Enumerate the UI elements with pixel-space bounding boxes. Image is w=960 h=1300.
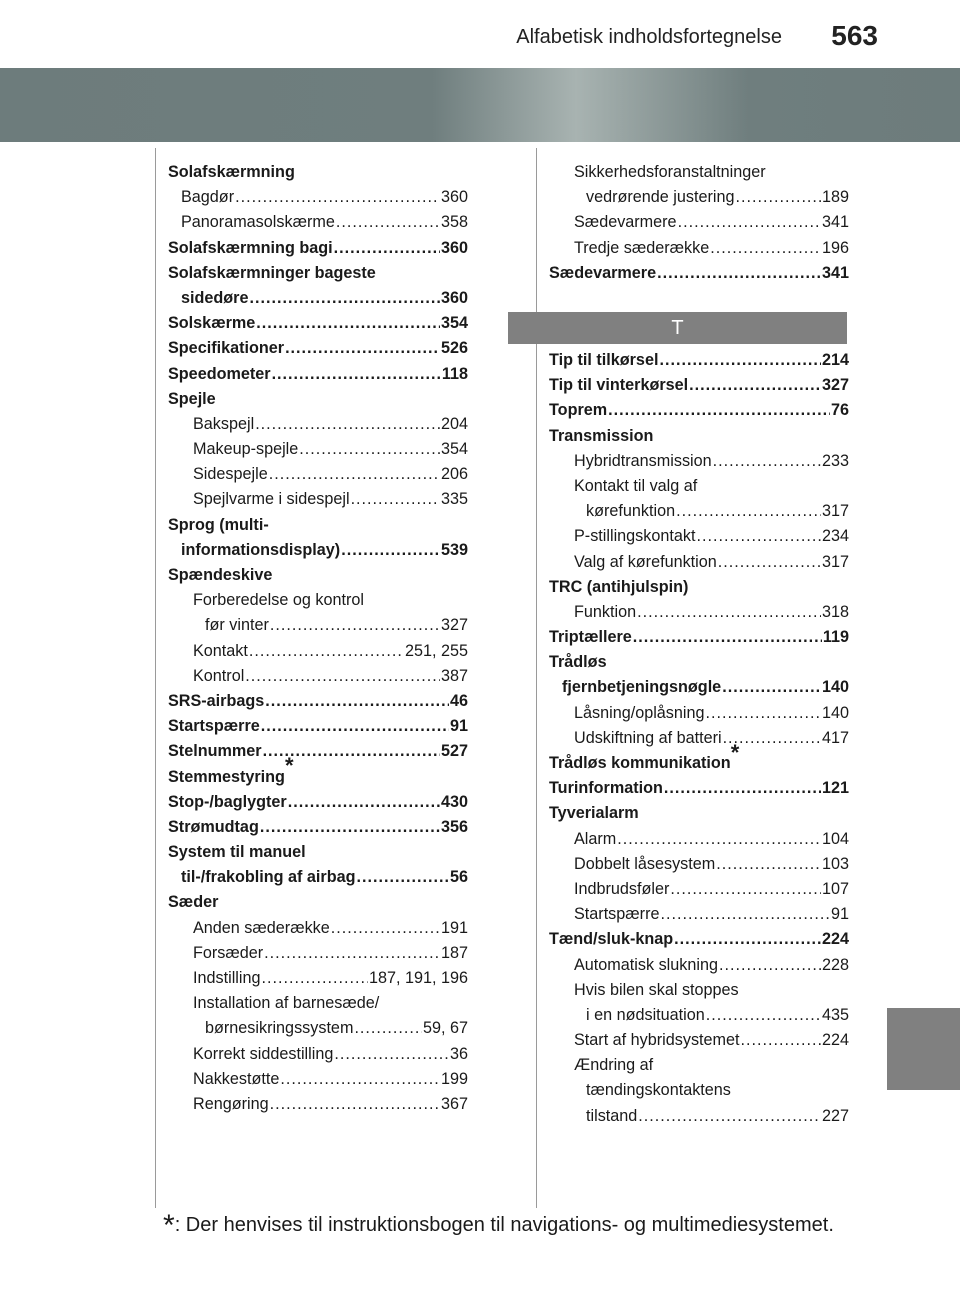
entry-text: vedrørende justering	[586, 188, 735, 207]
header-banner	[0, 68, 960, 142]
index-side-tab	[887, 1008, 960, 1090]
entry-page: 189	[821, 188, 849, 207]
dot-leader	[638, 1104, 821, 1129]
entry-text: Spejlvarme i sidespejl	[193, 490, 350, 509]
index-entry	[168, 236, 468, 261]
dot-leader	[706, 701, 821, 726]
index-entry	[549, 261, 849, 286]
index-entry	[168, 739, 468, 764]
entry-text: Indbrudsføler	[574, 879, 670, 898]
dot-leader	[716, 852, 821, 877]
dot-leader	[351, 487, 440, 512]
dot-leader	[659, 348, 821, 373]
index-entry	[168, 815, 468, 840]
entry-text: Automatisk slukning	[574, 955, 718, 974]
entry-text: Tip til vinterkørsel	[549, 376, 689, 395]
index-entry	[168, 1042, 468, 1067]
dot-leader	[235, 185, 440, 210]
index-entry	[168, 538, 468, 563]
entry-page: 187, 191, 196	[368, 969, 468, 987]
dot-leader	[689, 373, 821, 398]
index-entry	[549, 1104, 849, 1129]
index-entry	[549, 701, 849, 726]
entry-page: 204	[440, 414, 468, 433]
entry-page: 317	[821, 502, 849, 521]
entry-text: Forberedelse og kontrol	[193, 591, 364, 610]
entry-text: Ændring af	[574, 1056, 654, 1075]
dot-leader	[336, 210, 440, 235]
index-entry	[549, 852, 849, 877]
entry-page: 118	[441, 364, 468, 383]
footnote-marker: *	[730, 739, 740, 765]
dot-leader	[664, 776, 821, 801]
entry-text: Korrekt siddestilling	[193, 1044, 334, 1063]
entry-page: 196	[821, 238, 849, 257]
dot-leader	[270, 1092, 440, 1117]
index-entry	[168, 160, 468, 185]
entry-page: 317	[821, 552, 849, 571]
dot-leader	[741, 1028, 821, 1053]
dot-leader	[719, 953, 821, 978]
entry-text: i en nødsituation	[586, 1005, 705, 1024]
entry-text: Makeup-spejle	[193, 440, 299, 459]
entry-text: Hvis bilen skal stoppes	[574, 980, 739, 999]
index-entry	[168, 790, 468, 815]
dot-leader	[735, 185, 821, 210]
entry-page: 387	[440, 666, 468, 685]
dot-leader	[637, 600, 821, 625]
entry-page: 527	[440, 742, 468, 761]
entry-page: 341	[821, 213, 849, 232]
entry-text: Tredje sæderække	[574, 238, 710, 257]
index-entry	[168, 513, 468, 538]
entry-text: Trådløs kommunikation	[549, 754, 731, 772]
entry-text: System til manuel	[168, 843, 306, 862]
entry-page: 119	[822, 628, 849, 647]
entry-page: 417	[821, 728, 849, 747]
dot-leader	[660, 902, 830, 927]
entry-text: Solafskærmninger bageste	[168, 263, 376, 282]
entry-text: Sidespejle	[193, 465, 268, 484]
entry-text: Spændeskive	[168, 566, 273, 584]
index-entry	[168, 311, 468, 336]
index-entry	[549, 210, 849, 235]
entry-text: Panoramasolskærme	[181, 213, 335, 232]
entry-text: Startspærre	[168, 717, 260, 736]
entry-page: 56	[449, 868, 468, 887]
dot-leader	[260, 815, 440, 840]
entry-text: Tænd/sluk-knap	[549, 930, 674, 949]
index-entry	[168, 916, 468, 941]
entry-page: 91	[830, 905, 849, 924]
entry-text: Startspærre	[574, 905, 660, 924]
dot-leader	[269, 462, 440, 487]
entry-page: 360	[440, 288, 468, 307]
entry-text: Transmission	[549, 426, 654, 445]
section-letter-bar: T	[508, 312, 847, 344]
index-entry	[549, 1028, 849, 1053]
index-entry	[168, 613, 468, 638]
index-entry	[549, 1078, 849, 1103]
index-entry	[549, 827, 849, 852]
entry-page: 107	[821, 879, 849, 898]
index-entry	[168, 714, 468, 739]
dot-leader	[288, 790, 440, 815]
index-entry	[168, 462, 468, 487]
entry-text: Sikkerhedsforanstaltninger	[574, 163, 766, 181]
entry-text: Turinformation	[549, 779, 663, 798]
entry-text: Nakkestøtte	[193, 1069, 280, 1088]
entry-text: tændingskontaktens	[586, 1081, 731, 1100]
entry-text: Stemmestyring	[168, 767, 285, 786]
entry-text: TRC (antihjulspin)	[549, 577, 689, 596]
index-entry	[549, 600, 849, 625]
entry-text: Kontakt	[193, 641, 248, 660]
index-column-right-top	[549, 160, 849, 286]
entry-page: 224	[821, 1031, 849, 1050]
dot-leader	[608, 398, 830, 423]
dot-leader	[299, 437, 440, 462]
entry-page: 91	[449, 717, 468, 736]
entry-text: til-/frakobling af airbag	[181, 868, 356, 887]
entry-text: børnesikringssystem	[205, 1019, 354, 1038]
entry-page: 327	[440, 616, 468, 635]
entry-page: 430	[440, 792, 468, 811]
dot-leader	[722, 675, 821, 700]
entry-text: Start af hybridsystemet	[574, 1031, 740, 1050]
index-entry	[168, 437, 468, 462]
entry-text: før vinter	[205, 616, 269, 635]
index-entry	[168, 412, 468, 437]
index-entry	[168, 1016, 468, 1041]
entry-text: Toprem	[549, 401, 608, 420]
entry-text: Låsning/oplåsning	[574, 703, 705, 722]
index-entry	[549, 185, 849, 210]
entry-page: 354	[440, 440, 468, 459]
index-entry	[549, 1003, 849, 1028]
index-entry	[549, 550, 849, 575]
entry-text: Solafskærmning	[168, 163, 295, 181]
entry-page: 526	[440, 339, 468, 358]
index-entry	[549, 877, 849, 902]
dot-leader	[718, 550, 821, 575]
footnote-marker: *	[284, 753, 294, 779]
entry-text: Anden sæderække	[193, 918, 330, 937]
index-entry	[168, 185, 468, 210]
entry-page: 104	[821, 829, 849, 848]
dot-leader	[262, 966, 368, 991]
header-title: Alfabetisk indholdsfortegnelse	[516, 26, 782, 48]
entry-page: 360	[440, 188, 468, 207]
dot-leader	[334, 1042, 449, 1067]
entry-text: Dobbelt låsesystem	[574, 854, 716, 873]
footnote-star: *	[163, 1209, 175, 1242]
index-entry	[168, 1067, 468, 1092]
index-entry	[549, 1053, 849, 1078]
index-entry	[549, 927, 849, 952]
entry-page: 318	[821, 602, 849, 621]
entry-page: 539	[440, 540, 468, 559]
dot-leader	[272, 362, 441, 387]
entry-text: Sprog (multi-	[168, 515, 269, 534]
dot-leader	[713, 449, 821, 474]
entry-page: 341	[821, 263, 849, 282]
index-entry	[549, 160, 849, 185]
entry-text: Triptællere	[549, 628, 632, 647]
entry-text: Kontrol	[193, 666, 245, 685]
column-divider-middle	[536, 148, 537, 1208]
index-entry	[549, 801, 849, 826]
index-entry	[549, 499, 849, 524]
index-entry	[549, 978, 849, 1003]
index-entry	[549, 953, 849, 978]
index-entry	[168, 689, 468, 714]
index-entry	[168, 840, 468, 865]
entry-page: 233	[821, 451, 849, 470]
dot-leader	[280, 1067, 440, 1092]
index-entry	[168, 1092, 468, 1117]
index-entry	[549, 726, 849, 751]
entry-text: Specifikationer	[168, 339, 285, 358]
index-entry	[168, 639, 468, 664]
index-column-left	[168, 160, 468, 1117]
footnote	[163, 1205, 834, 1242]
entry-page: 227	[821, 1106, 849, 1125]
footnote-text: : Der henvises til instruktionsbogen til navigations- og multimediesystemet.	[174, 1214, 834, 1236]
dot-leader	[657, 261, 821, 286]
entry-page: 234	[821, 527, 849, 546]
entry-page: 228	[821, 955, 849, 974]
entry-text: kørefunktion	[586, 502, 676, 521]
entry-text: Hybridtransmission	[574, 451, 712, 470]
dot-leader	[356, 865, 449, 890]
dot-leader	[633, 625, 822, 650]
entry-text: tilstand	[586, 1106, 638, 1125]
entry-text: Installation af barnesæde/	[193, 994, 380, 1013]
entry-page: 335	[440, 490, 468, 509]
entry-page: 59, 67	[422, 1019, 468, 1038]
entry-text: Speedometer	[168, 364, 271, 383]
entry-page: 354	[440, 314, 468, 333]
entry-page: 191	[440, 918, 468, 937]
index-entry	[168, 941, 468, 966]
entry-text: Stop-/baglygter	[168, 792, 287, 811]
entry-page: 356	[440, 817, 468, 836]
dot-leader	[265, 689, 449, 714]
entry-text: Kontakt til valg af	[574, 476, 698, 495]
index-entry	[549, 902, 849, 927]
index-entry	[549, 675, 849, 700]
entry-text: Bagdør	[181, 188, 235, 207]
dot-leader	[256, 311, 440, 336]
index-entry	[168, 865, 468, 890]
entry-text: Udskiftning af batteri	[574, 728, 722, 747]
dot-leader	[255, 412, 440, 437]
index-entry	[549, 474, 849, 499]
dot-leader	[676, 499, 821, 524]
index-entry	[168, 664, 468, 689]
entry-text: Indstilling	[193, 969, 261, 987]
entry-text: Alarm	[574, 829, 617, 848]
entry-page: 76	[830, 401, 849, 420]
index-entry	[168, 487, 468, 512]
entry-text: Solafskærmning bagi	[168, 238, 333, 257]
dot-leader	[354, 1016, 422, 1041]
index-entry	[168, 991, 468, 1016]
entry-text: Sæder	[168, 893, 219, 912]
index-column-right-bottom	[549, 348, 849, 1129]
page-number: 563	[831, 20, 878, 51]
dot-leader	[674, 927, 821, 952]
index-entry	[168, 890, 468, 915]
index-entry	[168, 261, 468, 286]
entry-text: Valg af kørefunktion	[574, 552, 717, 571]
entry-text: Spejle	[168, 389, 216, 408]
entry-text: Strømudtag	[168, 817, 259, 836]
entry-text: fjernbetjeningsnøgle	[562, 678, 722, 697]
index-entry	[168, 966, 468, 991]
index-entry	[549, 575, 849, 600]
entry-text: Stelnummer	[168, 742, 262, 761]
dot-leader	[264, 941, 440, 966]
index-entry	[168, 588, 468, 613]
entry-page: 140	[821, 678, 849, 697]
dot-leader	[670, 877, 821, 902]
entry-text: Trådløs	[549, 653, 607, 672]
index-entry	[549, 449, 849, 474]
dot-leader	[710, 236, 821, 261]
index-entry	[549, 739, 849, 776]
entry-text: Funktion	[574, 602, 637, 621]
dot-leader	[249, 286, 440, 311]
index-entry	[168, 362, 468, 387]
dot-leader	[678, 210, 821, 235]
entry-text: sidedøre	[181, 288, 249, 307]
dot-leader	[696, 524, 821, 549]
index-entry	[168, 387, 468, 412]
dot-leader	[249, 639, 404, 664]
entry-page: 121	[821, 779, 849, 798]
dot-leader	[331, 916, 440, 941]
entry-text: Forsæder	[193, 943, 264, 962]
index-entry	[549, 524, 849, 549]
index-entry	[168, 286, 468, 311]
entry-page: 206	[440, 465, 468, 484]
entry-page: 367	[440, 1094, 468, 1113]
dot-leader	[285, 336, 440, 361]
entry-text: Sædevarmere	[549, 263, 657, 282]
entry-page: 46	[449, 691, 468, 710]
index-entry	[168, 753, 468, 790]
entry-page: 199	[440, 1069, 468, 1088]
entry-page: 140	[821, 703, 849, 722]
entry-text: Tip til tilkørsel	[549, 351, 659, 369]
index-entry	[168, 563, 468, 588]
entry-page: 251, 255	[404, 641, 468, 660]
entry-page: 103	[821, 854, 849, 873]
dot-leader	[270, 613, 440, 638]
dot-leader	[706, 1003, 821, 1028]
entry-text: informationsdisplay)	[181, 540, 341, 559]
entry-text: Sædevarmere	[574, 213, 677, 232]
entry-text: Solskærme	[168, 314, 256, 333]
entry-page: 36	[449, 1044, 468, 1063]
entry-page: 360	[440, 238, 468, 257]
index-entry	[549, 373, 849, 398]
index-entry	[549, 650, 849, 675]
entry-page: 435	[821, 1005, 849, 1024]
column-divider-left	[155, 148, 156, 1208]
entry-page: 214	[821, 351, 849, 369]
index-entry	[168, 336, 468, 361]
entry-text: P-stillingskontakt	[574, 527, 696, 546]
entry-page: 358	[440, 213, 468, 232]
index-entry	[549, 625, 849, 650]
entry-text: Tyverialarm	[549, 804, 639, 823]
index-entry	[549, 236, 849, 261]
dot-leader	[341, 538, 440, 563]
dot-leader	[334, 236, 440, 261]
index-entry	[549, 348, 849, 373]
entry-page: 224	[821, 930, 849, 949]
entry-page: 187	[440, 943, 468, 962]
index-entry	[168, 210, 468, 235]
index-entry	[549, 398, 849, 423]
entry-text: SRS-airbags	[168, 691, 265, 710]
entry-page: 327	[821, 376, 849, 395]
dot-leader	[261, 714, 449, 739]
index-entry	[549, 776, 849, 801]
index-entry	[549, 424, 849, 449]
entry-text: Bakspejl	[193, 414, 255, 433]
entry-text: Rengøring	[193, 1094, 269, 1113]
dot-leader	[245, 664, 440, 689]
dot-leader	[617, 827, 821, 852]
